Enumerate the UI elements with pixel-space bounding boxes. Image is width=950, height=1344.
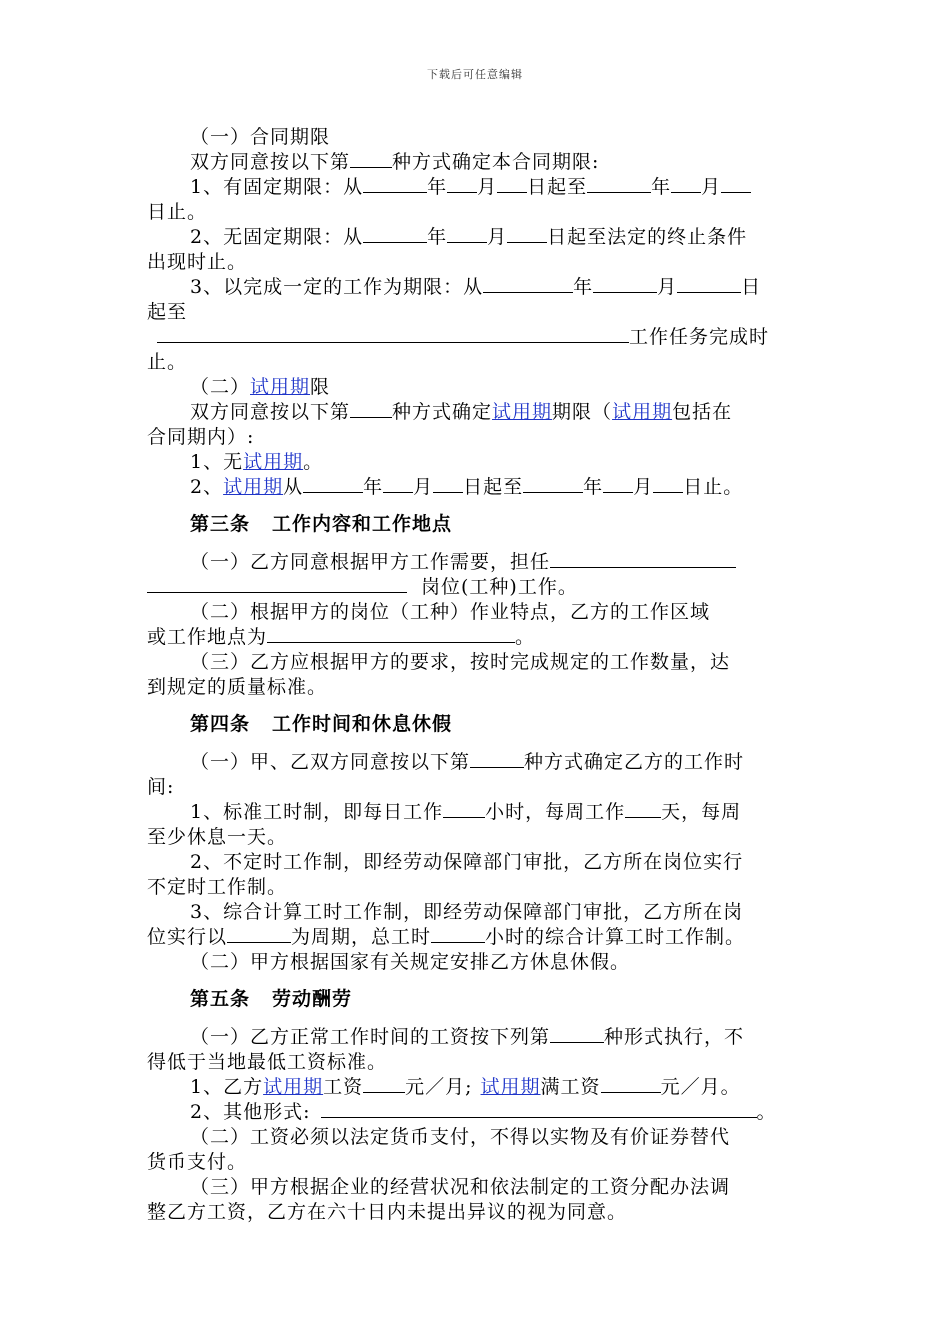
- text: 满工资: [540, 1076, 601, 1098]
- option-probation-wage: [190, 1075, 807, 1099]
- paragraph: [190, 1025, 807, 1049]
- fill-blank[interactable]: [350, 400, 392, 418]
- text: 年: [427, 176, 448, 198]
- paragraph-cont: 到规定的质量标准。: [147, 676, 328, 698]
- text: 劳动酬劳: [272, 988, 353, 1010]
- probation-link[interactable]: 试用期: [250, 376, 311, 398]
- text: 种形式执行，不: [604, 1026, 745, 1048]
- paragraph-cont: 不定时工作制。: [147, 876, 288, 898]
- option-task-term-end: 止。: [147, 351, 188, 373]
- option-flexible-hours: 2、不定时工作制，即经劳动保障部门审批，乙方所在岗位实行: [190, 851, 744, 873]
- text: 月: [477, 176, 498, 198]
- article-5-heading: [190, 987, 807, 1011]
- paragraph-cont: [147, 925, 807, 949]
- paragraph: （三）甲方根据企业的经营状况和依法制定的工资分配办法调: [190, 1176, 731, 1198]
- probation-link[interactable]: 试用期: [263, 1076, 324, 1098]
- page-header: 下载后可任意编辑: [427, 68, 523, 81]
- option-task-term-cont: 起至: [147, 301, 188, 323]
- option-fixed-term: [190, 175, 807, 199]
- text: 。: [515, 626, 536, 648]
- text: 小时，每周工作: [485, 801, 626, 823]
- fill-blank[interactable]: [671, 175, 701, 193]
- text: 日止。: [683, 476, 744, 498]
- text: 2、无固定期限：从: [190, 226, 364, 248]
- text: 或工作地点为: [147, 626, 268, 648]
- text: 日: [741, 276, 762, 298]
- text: 岗位(工种)工作。: [421, 576, 578, 598]
- paragraph: （二）甲方根据国家有关规定安排乙方休息休假。: [190, 951, 631, 973]
- fill-blank[interactable]: [363, 175, 427, 193]
- paragraph: （二）根据甲方的岗位（工种）作业特点，乙方的工作区域: [190, 601, 711, 623]
- text: （一）乙方同意根据甲方工作需要，担任: [190, 551, 551, 573]
- fill-blank[interactable]: [507, 225, 547, 243]
- text: 月: [657, 276, 678, 298]
- text: （二）: [190, 376, 251, 398]
- text: 第三条: [190, 513, 251, 535]
- text: 元／月。: [660, 1076, 741, 1098]
- option-standard-hours: [190, 800, 807, 824]
- fill-blank[interactable]: [593, 275, 657, 293]
- fill-blank[interactable]: [677, 275, 741, 293]
- section-title-contract-term: （一）合同期限: [190, 126, 331, 148]
- paragraph-cont: [147, 625, 807, 649]
- fill-blank[interactable]: [363, 225, 427, 243]
- text: 日起至法定的终止条件: [547, 226, 748, 248]
- text: 工资: [323, 1076, 364, 1098]
- probation-link[interactable]: 试用期: [612, 401, 673, 423]
- probation-link[interactable]: 试用期: [480, 1076, 541, 1098]
- text: 。: [756, 1101, 777, 1123]
- text: 元／月;: [405, 1076, 473, 1098]
- paragraph: [190, 150, 807, 174]
- fill-blank[interactable]: [447, 175, 477, 193]
- fill-blank[interactable]: [587, 175, 651, 193]
- text: 限: [310, 376, 331, 398]
- fill-blank[interactable]: [431, 925, 485, 943]
- text: 第五条: [190, 988, 251, 1010]
- fill-blank[interactable]: [147, 575, 407, 593]
- text: 种方式确定本合同期限:: [392, 151, 600, 173]
- text: 年: [427, 226, 448, 248]
- probation-link[interactable]: 试用期: [243, 451, 304, 473]
- text: 2、: [190, 476, 224, 498]
- option-task-term: [190, 275, 807, 299]
- fill-blank[interactable]: [483, 275, 573, 293]
- fill-blank[interactable]: [470, 750, 524, 768]
- fill-blank[interactable]: [603, 475, 633, 493]
- paragraph-cont: 货币支付。: [147, 1151, 248, 1173]
- text: 1、有固定期限：从: [190, 176, 364, 198]
- option-open-term-end: 出现时止。: [147, 251, 248, 273]
- text: 2、其他形式:: [190, 1101, 311, 1123]
- fill-blank[interactable]: [653, 475, 683, 493]
- text: 包括在: [672, 401, 733, 423]
- paragraph-cont: 整乙方工资，乙方在六十日内未提出异议的视为同意。: [147, 1201, 628, 1223]
- text: 种方式确定乙方的工作时: [524, 751, 745, 773]
- fill-blank[interactable]: [433, 475, 463, 493]
- probation-link[interactable]: 试用期: [492, 401, 553, 423]
- text: 工作任务完成时: [629, 326, 770, 348]
- text: 天，每周: [661, 801, 742, 823]
- text: 年: [573, 276, 594, 298]
- text: 种方式确定: [392, 401, 493, 423]
- text: 为周期，总工时: [291, 926, 432, 948]
- option-task-term-blank-line: [147, 325, 807, 349]
- text: 1、乙方: [190, 1076, 264, 1098]
- text: 双方同意按以下第: [190, 401, 351, 423]
- text: 。: [303, 451, 324, 473]
- text: 年: [651, 176, 672, 198]
- article-3-heading: [190, 512, 807, 536]
- option-open-term: [190, 225, 807, 249]
- fill-blank[interactable]: [523, 475, 583, 493]
- paragraph: [190, 550, 807, 574]
- paragraph-cont: [147, 575, 807, 599]
- text: 工作时间和休息休假: [272, 713, 453, 735]
- text: 日起至: [463, 476, 524, 498]
- fill-blank[interactable]: [267, 625, 515, 643]
- text: 月: [413, 476, 434, 498]
- option-other-form: [190, 1100, 807, 1124]
- fill-blank[interactable]: [227, 925, 291, 943]
- text: 小时的综合计算工时工作制。: [485, 926, 746, 948]
- fill-blank[interactable]: [447, 225, 487, 243]
- text: 月: [633, 476, 654, 498]
- text: （一）甲、乙双方同意按以下第: [190, 751, 471, 773]
- paragraph: （三）乙方应根据甲方的要求，按时完成规定的工作数量，达: [190, 651, 731, 673]
- text: 期限（: [552, 401, 613, 423]
- text: 月: [701, 176, 722, 198]
- option-fixed-term-end: 日止。: [147, 201, 208, 223]
- fill-blank[interactable]: [321, 1100, 757, 1118]
- option-no-probation: [190, 450, 807, 474]
- text: 第四条: [190, 713, 251, 735]
- text: 3、以完成一定的工作为期限：从: [190, 276, 484, 298]
- fill-blank[interactable]: [497, 175, 527, 193]
- option-comprehensive-hours: 3、综合计算工时工作制，即经劳动保障部门审批，乙方所在岗: [190, 901, 744, 923]
- fill-blank[interactable]: [303, 475, 363, 493]
- text: 年: [583, 476, 604, 498]
- text: （一）乙方正常工作时间的工资按下列第: [190, 1026, 551, 1048]
- text: 年: [363, 476, 384, 498]
- fill-blank[interactable]: [721, 175, 751, 193]
- text: 月: [487, 226, 508, 248]
- fill-blank[interactable]: [443, 800, 485, 818]
- text: 双方同意按以下第: [190, 151, 351, 173]
- text: 日起至: [527, 176, 588, 198]
- fill-blank[interactable]: [550, 550, 736, 568]
- fill-blank[interactable]: [350, 150, 392, 168]
- text: 1、标准工时制，即每日工作: [190, 801, 444, 823]
- paragraph: [190, 750, 807, 774]
- section-title-probation: [190, 375, 807, 399]
- probation-link[interactable]: 试用期: [223, 476, 284, 498]
- text: 1、无: [190, 451, 244, 473]
- text: 位实行以: [147, 926, 228, 948]
- paragraph-cont: 间:: [147, 776, 175, 798]
- paragraph: [190, 400, 807, 424]
- fill-blank[interactable]: [363, 1075, 405, 1093]
- paragraph-cont: 得低于当地最低工资标准。: [147, 1051, 388, 1073]
- article-4-heading: [190, 712, 807, 736]
- text: 从: [283, 476, 304, 498]
- fill-blank[interactable]: [601, 1075, 661, 1093]
- fill-blank[interactable]: [157, 325, 629, 343]
- paragraph: （二）工资必须以法定货币支付，不得以实物及有价证券替代: [190, 1126, 731, 1148]
- paragraph-cont: 合同期内）:: [147, 426, 255, 448]
- fill-blank[interactable]: [625, 800, 661, 818]
- option-probation-period: [190, 475, 807, 499]
- paragraph-cont: 至少休息一天。: [147, 826, 288, 848]
- text: 工作内容和工作地点: [272, 513, 453, 535]
- fill-blank[interactable]: [383, 475, 413, 493]
- fill-blank[interactable]: [550, 1025, 604, 1043]
